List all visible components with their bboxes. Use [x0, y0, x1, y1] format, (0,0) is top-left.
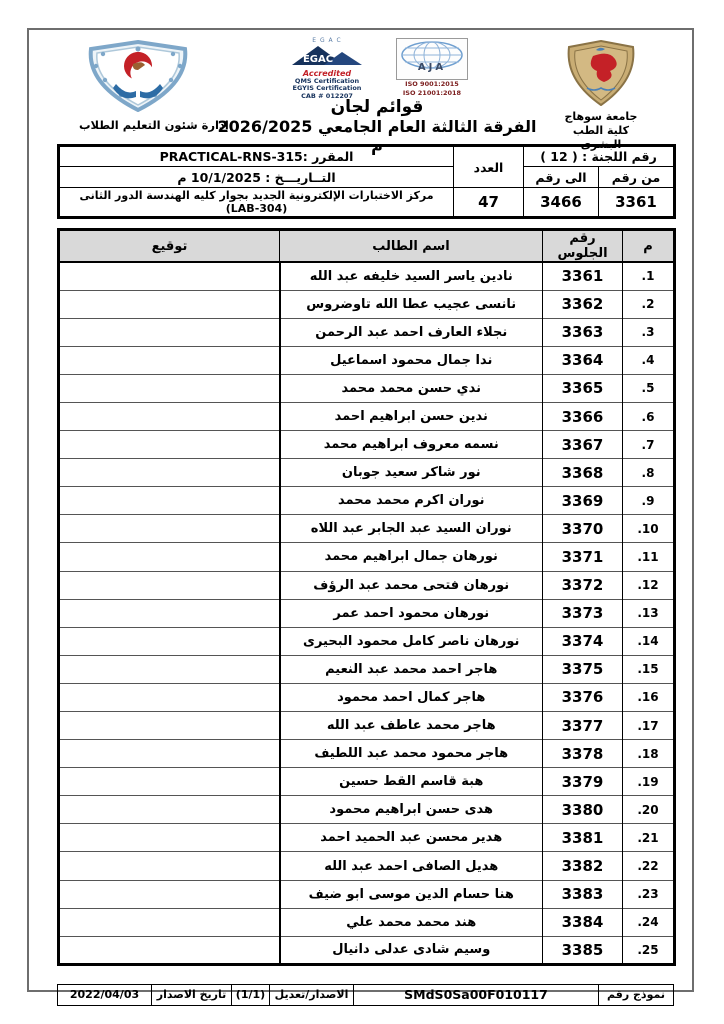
- seat-number: 3367: [543, 431, 623, 459]
- course-label: المقرر :PRACTICAL-RNS-315: [59, 146, 454, 167]
- education-affairs-logo: [79, 40, 229, 132]
- seat-number: 3365: [543, 374, 623, 402]
- table-row: [59, 543, 675, 571]
- seat-number: 3383: [543, 880, 623, 908]
- count-value: 47: [454, 188, 524, 218]
- egac-pyramids-icon: [288, 51, 366, 70]
- committee-number-label: رقم اللجنة : ( 12 ): [524, 146, 675, 167]
- seat-number: 3375: [543, 655, 623, 683]
- table-row: [59, 515, 675, 543]
- student-name: وسيم شادى عدلى دانيال: [280, 936, 543, 964]
- table-row: [59, 487, 675, 515]
- table-row: [59, 740, 675, 768]
- table-row: [59, 571, 675, 599]
- exam-date-label: التــاريـــخ : 10/1/2025 م: [59, 167, 454, 188]
- row-index: 7.: [623, 431, 675, 459]
- egac-accredited-label: Accredited: [302, 69, 352, 78]
- signature-cell: [59, 318, 280, 346]
- seat-number: 3361: [543, 262, 623, 290]
- seat-number: 3382: [543, 852, 623, 880]
- student-name: هند محمد محمد علي: [280, 908, 543, 936]
- col-header-name: اسم الطالب: [280, 230, 543, 263]
- row-index: 6.: [623, 402, 675, 430]
- table-row: [59, 346, 675, 374]
- signature-cell: [59, 655, 280, 683]
- table-row: [59, 459, 675, 487]
- signature-cell: [59, 487, 280, 515]
- table-row: [59, 402, 675, 430]
- student-name: هاجر محمود محمد عبد اللطيف: [280, 740, 543, 768]
- student-name: ندي حسن محمد محمد: [280, 374, 543, 402]
- university-caption-line2: كلية الطب البشرى: [572, 123, 630, 151]
- row-index: 23.: [623, 880, 675, 908]
- university-caption-line1: جامعة سوهاج: [564, 110, 638, 123]
- signature-cell: [59, 852, 280, 880]
- seat-number: 3370: [543, 515, 623, 543]
- seat-number: 3376: [543, 683, 623, 711]
- table-row: [59, 683, 675, 711]
- page-frame: [27, 28, 694, 1003]
- university-shield-icon: [563, 91, 639, 110]
- aja-iso-line1: ISO 9001:2015: [405, 80, 459, 88]
- header-center: [217, 38, 537, 155]
- aja-iso-line2: ISO 21001:2018: [402, 88, 462, 97]
- seat-number: 3385: [543, 936, 623, 964]
- table-row: [59, 880, 675, 908]
- table-row: [59, 431, 675, 459]
- student-name: نادين ياسر السيد خليفه عبد الله: [280, 262, 543, 290]
- seat-number: 3372: [543, 571, 623, 599]
- seat-number: 3374: [543, 627, 623, 655]
- table-row: [59, 262, 675, 290]
- signature-cell: [59, 796, 280, 824]
- signature-cell: [59, 543, 280, 571]
- signature-cell: [59, 374, 280, 402]
- signature-cell: [59, 402, 280, 430]
- student-name: هاجر كمال احمد محمود: [280, 683, 543, 711]
- table-row: [59, 908, 675, 936]
- row-index: 11.: [623, 543, 675, 571]
- signature-cell: [59, 936, 280, 964]
- table-row: [59, 796, 675, 824]
- signature-cell: [59, 824, 280, 852]
- student-name: هنا حسام الدين موسى ابو ضيف: [280, 880, 543, 908]
- row-index: 5.: [623, 374, 675, 402]
- egac-cert-line2: EGYIS Certification: [292, 84, 362, 93]
- signature-cell: [59, 431, 280, 459]
- svg-text:AJA: AJA: [417, 62, 447, 73]
- version-label: الاصدار/تعديل: [270, 984, 354, 1005]
- table-row: [59, 936, 675, 964]
- seat-number: 3362: [543, 290, 623, 318]
- form-footer-table: [57, 984, 674, 1006]
- issue-date-value: 2022/04/03: [58, 984, 152, 1005]
- seat-number: 3379: [543, 768, 623, 796]
- signature-cell: [59, 515, 280, 543]
- student-name: نانسى عجيب عطا الله تاوضروس: [280, 290, 543, 318]
- table-row: [59, 768, 675, 796]
- document-header: [57, 32, 677, 155]
- row-index: 21.: [623, 824, 675, 852]
- row-index: 19.: [623, 768, 675, 796]
- row-index: 8.: [623, 459, 675, 487]
- col-header-seat: رقم الجلوس: [543, 230, 623, 263]
- row-index: 9.: [623, 487, 675, 515]
- seat-number: 3381: [543, 824, 623, 852]
- student-name: ندا جمال محمود اسماعيل: [280, 346, 543, 374]
- page-title: قوائم لجان: [330, 97, 424, 117]
- row-index: 14.: [623, 627, 675, 655]
- row-index: 16.: [623, 683, 675, 711]
- signature-cell: [59, 571, 280, 599]
- row-index: 2.: [623, 290, 675, 318]
- signature-cell: [59, 712, 280, 740]
- signature-cell: [59, 459, 280, 487]
- table-row: [59, 290, 675, 318]
- signature-cell: [59, 599, 280, 627]
- row-index: 18.: [623, 740, 675, 768]
- student-name: هدير محسن عبد الحميد احمد: [280, 824, 543, 852]
- student-name: هاجر احمد محمد عبد النعيم: [280, 655, 543, 683]
- seat-number: 3371: [543, 543, 623, 571]
- exam-location: مركز الاختبارات الإلكترونية الجديد بجوار كليه الهندسة الدور الثانى (LAB-304): [59, 188, 454, 218]
- student-name: نورهان جمال ابراهيم محمد: [280, 543, 543, 571]
- row-index: 13.: [623, 599, 675, 627]
- university-logo: [553, 40, 649, 151]
- count-label: العدد: [454, 146, 524, 188]
- seat-number: 3380: [543, 796, 623, 824]
- student-name: نوران السيد عبد الجابر عبد اللاه: [280, 515, 543, 543]
- form-number-value: SMdS0Sa00F010117: [354, 984, 599, 1005]
- from-number-value: 3361: [599, 188, 675, 218]
- row-index: 4.: [623, 346, 675, 374]
- form-number-label: نموذج رقم: [599, 984, 674, 1005]
- row-index: 20.: [623, 796, 675, 824]
- education-shield-icon: [82, 97, 194, 116]
- signature-cell: [59, 627, 280, 655]
- student-name: نجلاء العارف احمد عبد الرحمن: [280, 318, 543, 346]
- signature-cell: [59, 290, 280, 318]
- egac-cert-line3: CAB # 012207: [301, 91, 353, 100]
- row-index: 15.: [623, 655, 675, 683]
- col-header-signature: توقيع: [59, 230, 280, 263]
- table-row: [59, 318, 675, 346]
- seat-number: 3363: [543, 318, 623, 346]
- student-name: نسمه معروف ابراهيم محمد: [280, 431, 543, 459]
- row-index: 3.: [623, 318, 675, 346]
- egac-logo: [279, 38, 375, 100]
- student-table-body: [59, 262, 675, 964]
- page-subtitle: الفرقة الثالثة العام الجامعي 2026/2025 م: [217, 117, 537, 155]
- seat-number: 3378: [543, 740, 623, 768]
- from-number-label: من رقم: [599, 167, 675, 188]
- seat-number: 3377: [543, 712, 623, 740]
- version-value: (1/1): [232, 984, 270, 1005]
- student-name: ندين حسن ابراهيم احمد: [280, 402, 543, 430]
- row-index: 17.: [623, 712, 675, 740]
- table-row: [59, 599, 675, 627]
- to-number-value: 3466: [524, 188, 599, 218]
- seat-number: 3366: [543, 402, 623, 430]
- col-header-index: م: [623, 230, 675, 263]
- seat-number: 3369: [543, 487, 623, 515]
- svg-text:EGAC: EGAC: [302, 54, 334, 65]
- seat-number: 3364: [543, 346, 623, 374]
- table-row: [59, 712, 675, 740]
- row-index: 10.: [623, 515, 675, 543]
- to-number-label: الى رقم: [524, 167, 599, 188]
- table-row: [59, 655, 675, 683]
- aja-globe-icon: [396, 38, 468, 80]
- student-name: هبة قاسم القط حسين: [280, 768, 543, 796]
- signature-cell: [59, 768, 280, 796]
- signature-cell: [59, 683, 280, 711]
- seat-number: 3384: [543, 908, 623, 936]
- table-row: [59, 852, 675, 880]
- certification-logos: [217, 37, 537, 100]
- students-table: [57, 228, 676, 966]
- student-name: نوران اكرم محمد محمد: [280, 487, 543, 515]
- students-table-header-row: [59, 230, 675, 263]
- signature-cell: [59, 262, 280, 290]
- student-name: نورهان محمود احمد عمر: [280, 599, 543, 627]
- student-name: نور شاكر سعيد جوبان: [280, 459, 543, 487]
- aja-logo: [389, 38, 475, 98]
- signature-cell: [59, 880, 280, 908]
- seat-number: 3373: [543, 599, 623, 627]
- student-name: هديل الصافى احمد عبد الله: [280, 852, 543, 880]
- education-affairs-caption: إدارة شئون التعليم الطلاب: [79, 118, 229, 132]
- table-row: [59, 374, 675, 402]
- student-name: هدى حسن ابراهيم محمود: [280, 796, 543, 824]
- row-index: 25.: [623, 936, 675, 964]
- seat-number: 3368: [543, 459, 623, 487]
- student-name: نورهان ناصر كامل محمود البحيرى: [280, 627, 543, 655]
- table-row: [59, 824, 675, 852]
- egac-cert-line1: QMS Certification: [294, 77, 360, 85]
- student-name: هاجر محمد عاطف عبد الله: [280, 712, 543, 740]
- student-name: نورهان فتحى محمد عبد الرؤف: [280, 571, 543, 599]
- issue-date-label: تاريخ الاصدار: [152, 984, 232, 1005]
- signature-cell: [59, 346, 280, 374]
- row-index: 1.: [623, 262, 675, 290]
- exam-info-table: [57, 144, 676, 219]
- signature-cell: [59, 740, 280, 768]
- row-index: 22.: [623, 852, 675, 880]
- signature-cell: [59, 908, 280, 936]
- row-index: 12.: [623, 571, 675, 599]
- row-index: 24.: [623, 908, 675, 936]
- table-row: [59, 627, 675, 655]
- egac-arc-text: E G A C: [312, 37, 342, 44]
